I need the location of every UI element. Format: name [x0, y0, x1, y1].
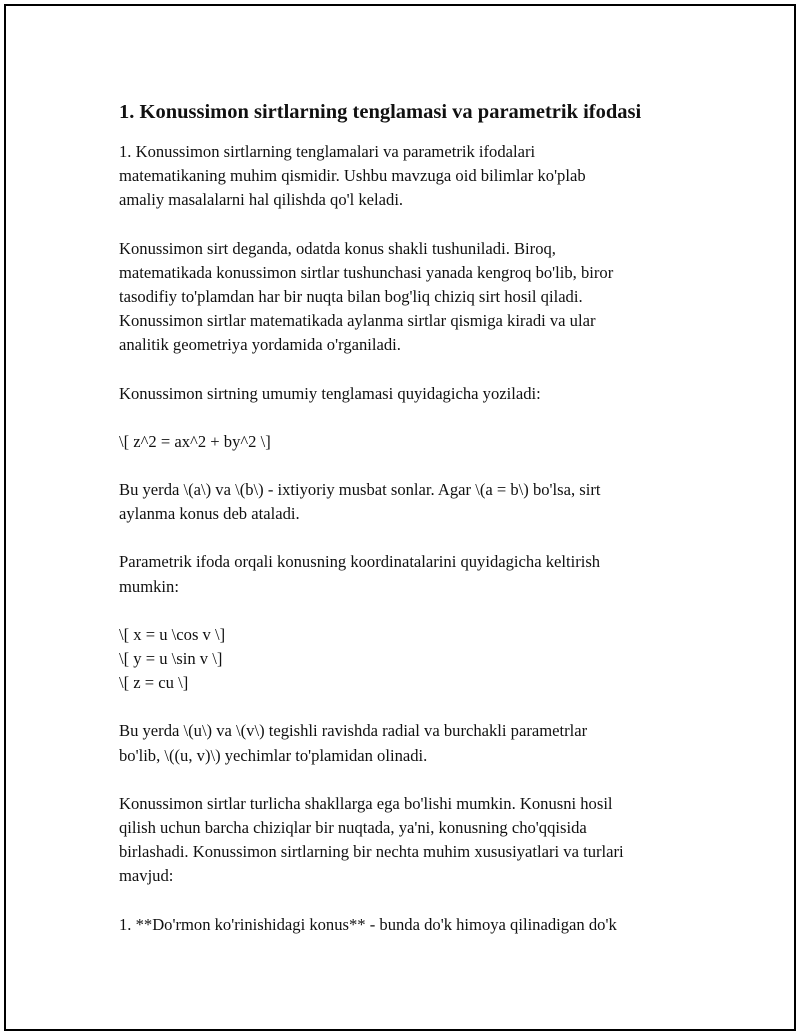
formula-general-block [119, 430, 699, 454]
paragraph-intro: 1. Konussimon sirtlarning tenglamalari va parametrik ifodalari matematikaning muhim qismidir. Ushbu mavzuga oid bilimlar ko'plab amaliy masalalarni hal qilishda qo'l keladi. [119, 142, 586, 210]
paragraph-list-item-1: 1. **Do'rmon ko'rinishidagi konus** - bunda do'k himoya qilinadigan do'k [119, 914, 617, 934]
document-title: 1. Konussimon sirtlarning tenglamasi va parametrik ifodasi [119, 101, 642, 123]
document-body [119, 98, 699, 961]
page-frame [4, 4, 796, 1031]
formula-parametric-y: \[ y = u \sin v \] [119, 649, 223, 669]
paragraph-shapes: Konussimon sirtlar turlicha shakllarga ega bo'lishi mumkin. Konusni hosil qilish uchun barcha chiziqlar bir nuqtada, ya'ni, konusning cho'qqisida birlashadi. Konussimon sirtlarning bir nechta muhim xususiyatlari va turlari mavjud: [119, 793, 624, 886]
paragraph-parameters: Bu yerda \(u\) va \(v\) tegishli ravishda radial va burchakli parametrlar bo'lib, \((u, v)\) yechimlar to'plamidan olinadi. [119, 721, 588, 765]
formula-parametric-block [119, 623, 699, 696]
paragraph-coefficients: Bu yerda \(a\) va \(b\) - ixtiyoriy musbat sonlar. Agar \(a = b\) bo'lsa, sirt aylanma konus deb ataladi. [119, 480, 601, 524]
paragraph-general-equation-intro: Konussimon sirtning umumiy tenglamasi quyidagicha yoziladi: [119, 383, 541, 403]
paragraph-parametric-intro: Parametrik ifoda orqali konusning koordinatalarini quyidagicha keltirish mumkin: [119, 552, 601, 596]
formula-parametric-z: \[ z = cu \] [119, 673, 189, 693]
formula-general: \[ z^2 = ax^2 + by^2 \] [119, 431, 271, 451]
paragraph-definition: Konussimon sirt deganda, odatda konus shakli tushuniladi. Biroq, matematikada konussimon sirtlar tushunchasi yanada kengroq bo'lib, biror tasodifiy to'plamdan har bir nuqta bilan bog'liq chiziq sirt hosil qiladi. Konussimon sirtlar matematikada aylanma sirtlar qismiga kiradi va ular analitik geometriya yordamida o'rganiladi. [119, 238, 614, 355]
formula-parametric-x: \[ x = u \cos v \] [119, 624, 226, 644]
